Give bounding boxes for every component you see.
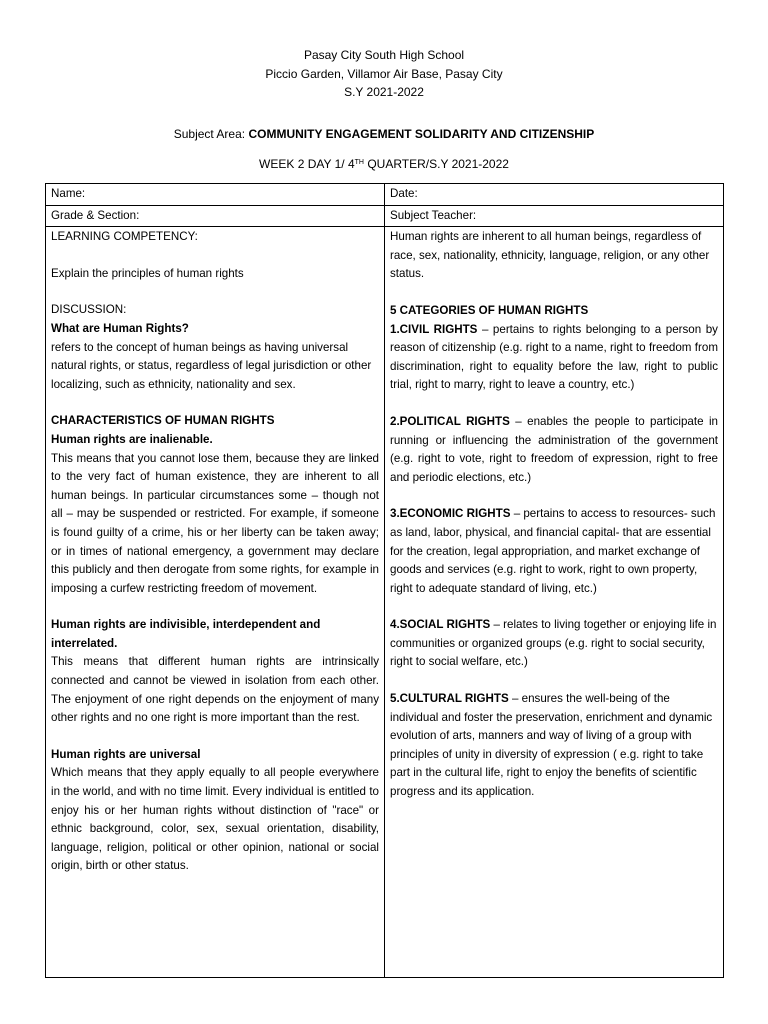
school-year: S.Y 2021-2022: [344, 85, 424, 99]
indivisible-heading: Human rights are indivisible, interdependent and interrelated.: [51, 618, 321, 650]
grade-label: Grade & Section:: [51, 208, 140, 222]
school-name: Pasay City South High School: [303, 48, 465, 62]
cultural-rights: [390, 690, 718, 802]
competency-text: Explain the principles of human rights: [51, 266, 244, 280]
left-column: [46, 227, 385, 978]
cultural-title: 5.CULTURAL RIGHTS: [390, 692, 509, 706]
rights-intro: Human rights are inherent to all human beings, regardless of race, sex, nationality, ethnicity, language, religion, or any other status.: [390, 230, 710, 281]
right-column: [385, 227, 724, 978]
worksheet-table: [45, 183, 724, 978]
what-text: refers to the concept of human beings as having universal natural rights, or status, regardless of legal jurisdiction or other localizing, such as ethnicity, nationality and sex.: [51, 340, 372, 391]
civil-text: – pertains to rights belonging to a person by reason of citizenship (e.g. right to a name, right to freedom from discrimination, right to equality before the law, right to public trial, right to marry, right to leave a country, etc.): [390, 322, 718, 392]
political-text: – enables the people to participate in running or influencing the administration of the government (e.g. right to vote, right to freedom of expression, right to free and periodic elections, etc.): [390, 414, 718, 484]
date-cell: [385, 184, 724, 206]
week-sup: TH: [354, 159, 364, 166]
school-address: Piccio Garden, Villamor Air Base, Pasay City: [265, 66, 503, 81]
social-rights: [390, 616, 718, 672]
name-label: Name:: [51, 187, 86, 200]
document-header: [0, 46, 768, 102]
inalienable-text: This means that you cannot lose them, because they are linked to the very fact of human existence, they are inherent to all human beings. In particular circumstances some – though not all – may be suspended or restricted. For example, if someone is found guilty of a crime, his or her liberty can be taken away; or in times of national emergency, a government may declare this publicly and then derogate from some rights, for example in imposing a curfew restricting freedom of movement.: [51, 451, 379, 595]
subject-value: COMMUNITY ENGAGEMENT SOLIDARITY AND CITIZENSHIP: [248, 127, 595, 141]
week-line: [0, 157, 768, 171]
discussion-heading: DISCUSSION:: [51, 303, 127, 317]
universal-heading: Human rights are universal: [51, 747, 201, 761]
characteristics-heading: CHARACTERISTICS OF HUMAN RIGHTS: [51, 414, 275, 428]
inalienable-heading: Human rights are inalienable.: [51, 432, 213, 446]
political-title: 2.POLITICAL RIGHTS: [390, 414, 510, 428]
subject-area: [0, 127, 768, 141]
civil-rights: [390, 321, 718, 395]
civil-title: 1.CIVIL RIGHTS: [390, 322, 478, 336]
week-part2: QUARTER/S.Y 2021-2022: [363, 157, 509, 171]
competency-heading: LEARNING COMPETENCY:: [51, 230, 198, 244]
universal-text: Which means that they apply equally to all people everywhere in the world, and with no time limit. Every individual is entitled to enjoy his or her human rights without distinction of "race" or ethnic background, color, sex, sexual orientation, disability, language, religion, political or other opinion, national or social origin, birth or other status.: [51, 766, 379, 873]
week-part1: WEEK 2 DAY 1/ 4: [259, 157, 355, 171]
social-title: 4.SOCIAL RIGHTS: [390, 618, 491, 632]
economic-rights: [390, 505, 718, 598]
economic-text: – pertains to access to resources- such as land, labor, physical, and financial capital- that are essential for the creation, legal appropriation, and market exchange of goods and services (e.g. right to work, right to own property, right to adequate standard of living, etc.): [390, 507, 716, 595]
what-heading: What are Human Rights?: [51, 321, 189, 335]
economic-title: 3.ECONOMIC RIGHTS: [390, 507, 511, 521]
grade-cell: [46, 205, 385, 227]
name-cell: [46, 184, 385, 206]
political-rights: [390, 413, 718, 487]
indivisible-text: This means that different human rights are intrinsically connected and cannot be viewed in isolation from each other. The enjoyment of one right depends on the enjoyment of many other rights and no one right is more important than the rest.: [51, 655, 379, 725]
grade-teacher-row: [46, 205, 724, 227]
teacher-cell: [385, 205, 724, 227]
subject-label: Subject Area:: [173, 127, 246, 141]
date-label: Date:: [390, 187, 418, 200]
social-text: – relates to living together or enjoying life in communities or organized groups (e.g. right to social security, right to social welfare, etc.): [390, 618, 717, 669]
name-date-row: [46, 184, 724, 206]
teacher-label: Subject Teacher:: [390, 208, 477, 222]
content-row: [46, 227, 724, 978]
categories-heading: 5 CATEGORIES OF HUMAN RIGHTS: [390, 303, 589, 317]
cultural-text: – ensures the well-being of the individual and foster the preservation, enrichment and dynamic evolution of arts, manners and way of living of a group with principles of unity in diversity of expression ( e.g. right to take part in the cultural life, right to enjoy the benefits of scientific progress and its application.: [390, 692, 713, 799]
